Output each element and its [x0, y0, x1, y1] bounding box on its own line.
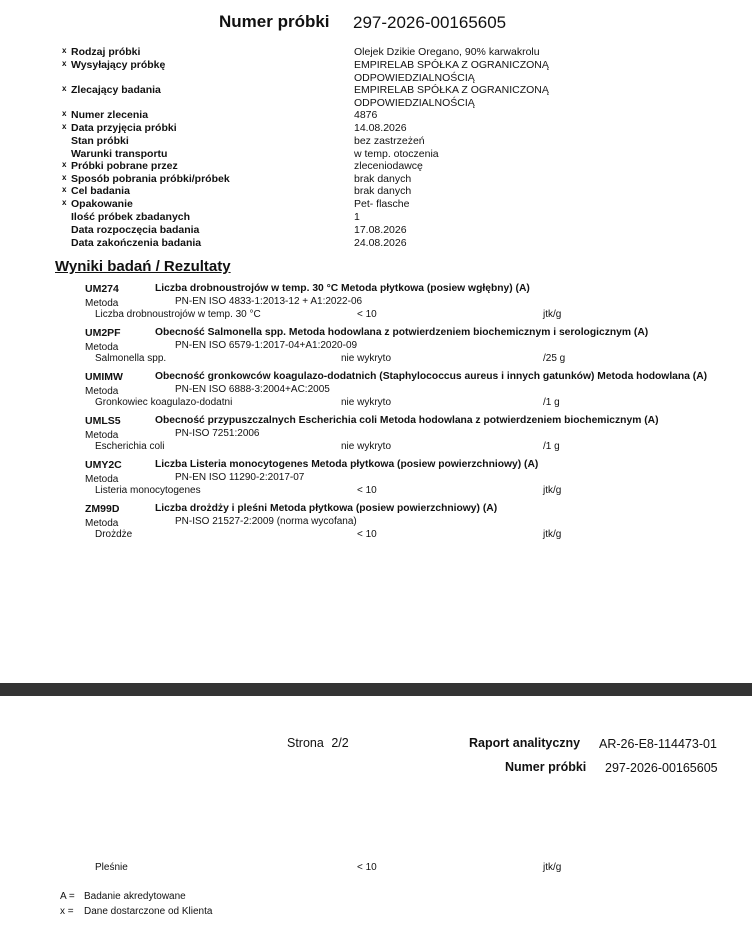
- test-code: UMLS5: [85, 415, 121, 427]
- info-label: Data przyjęcia próbki: [71, 121, 177, 134]
- info-label: Próbki pobrane przez: [71, 160, 178, 172]
- legend-text-accredited: Badanie akredytowane: [84, 891, 186, 902]
- info-value: 1: [354, 211, 360, 223]
- method-label: Metoda: [85, 298, 119, 309]
- test-code: UM2PF: [85, 327, 121, 339]
- report-label: Raport analityczny: [469, 736, 581, 750]
- client-data-mark: x: [62, 46, 67, 55]
- info-label: Wysyłający próbkę: [71, 59, 166, 71]
- info-value: brak danych: [354, 185, 412, 197]
- info-value: EMPIRELAB SPÓŁKA Z OGRANICZONĄ: [354, 84, 549, 96]
- info-value-line2: ODPOWIEDZIALNOŚCIĄ: [354, 96, 475, 109]
- parameter-unit: jtk/g: [543, 862, 562, 873]
- info-label: Stan próbki: [71, 134, 129, 147]
- legend-text-client-data: Dane dostarczone od Klienta: [84, 906, 213, 917]
- parameter-unit: jtk/g: [543, 529, 562, 540]
- test-name: Obecność Salmonella spp. Metoda hodowlana z potwierdzeniem biochemicznym i serologicznym (A): [155, 327, 649, 338]
- sample-number-label: Numer próbki: [219, 12, 330, 31]
- method-standard: PN-ISO 7251:2006: [175, 428, 260, 439]
- test-code: ZM99D: [85, 503, 120, 515]
- page-value: 2/2: [331, 736, 349, 750]
- parameter-result: < 10: [357, 529, 377, 540]
- test-code: UM274: [85, 283, 119, 295]
- method-label: Metoda: [85, 342, 119, 353]
- parameter-name: Drożdże: [95, 529, 133, 540]
- parameter-unit: /1 g: [543, 397, 560, 408]
- client-data-mark: x: [62, 109, 67, 118]
- info-value: EMPIRELAB SPÓŁKA Z OGRANICZONĄ: [354, 59, 549, 71]
- client-data-mark: x: [62, 172, 67, 182]
- info-value: bez zastrzeżeń: [354, 134, 425, 147]
- method-standard: PN-EN ISO 4833-1:2013-12 + A1:2022-06: [175, 296, 363, 307]
- parameter-unit: jtk/g: [543, 485, 562, 496]
- report-number: AR-26-E8-114473-01: [599, 737, 717, 751]
- parameter-result: nie wykryto: [341, 441, 392, 452]
- info-value: 17.08.2026: [354, 224, 407, 236]
- sample-number-value: 297-2026-00165605: [353, 13, 507, 32]
- parameter-result: < 10: [357, 862, 377, 873]
- legend-key-client-data: x =: [60, 906, 74, 917]
- info-value: 4876: [354, 109, 378, 121]
- parameter-unit: /1 g: [543, 441, 560, 452]
- parameter-name: Liczba drobnoustrojów w temp. 30 °C: [95, 309, 261, 320]
- test-name: Obecność przypuszczalnych Escherichia coli Metoda hodowlana z potwierdzeniem biochemicznym (A): [155, 415, 659, 426]
- method-standard: PN-ISO 21527-2:2009 (norma wycofana): [175, 516, 357, 527]
- info-value: 14.08.2026: [354, 121, 407, 134]
- info-value: brak danych: [354, 172, 412, 185]
- results-section-title: Wyniki badań / Rezultaty: [55, 258, 231, 275]
- info-label: Sposób pobrania próbki/próbek: [71, 172, 230, 185]
- info-label: Data rozpoczęcia badania: [71, 224, 200, 236]
- parameter-unit: jtk/g: [543, 309, 562, 320]
- parameter-result: nie wykryto: [341, 353, 392, 364]
- info-label: Zlecający badania: [71, 84, 161, 96]
- method-label: Metoda: [85, 474, 119, 485]
- info-label: Opakowanie: [71, 198, 133, 210]
- info-value: 24.08.2026: [354, 236, 407, 249]
- info-value-line2: ODPOWIEDZIALNOŚCIĄ: [354, 71, 475, 84]
- test-code: UMIMW: [85, 371, 123, 383]
- footer-sample-number: 297-2026-00165605: [605, 761, 718, 775]
- client-data-mark: x: [62, 198, 67, 207]
- info-label: Warunki transportu: [71, 147, 168, 160]
- method-standard: PN-EN ISO 11290-2:2017-07: [175, 472, 305, 483]
- test-name: Liczba drożdży i pleśni Metoda płytkowa (posiew powierzchniowy) (A): [155, 503, 498, 514]
- info-label: Rodzaj próbki: [71, 46, 141, 58]
- parameter-result: < 10: [357, 485, 377, 496]
- client-data-mark: x: [62, 84, 67, 93]
- parameter-name: Gronkowiec koagulazo-dodatni: [95, 397, 233, 408]
- test-name: Liczba Listeria monocytogenes Metoda płytkowa (posiew powierzchniowy) (A): [155, 459, 539, 470]
- test-code: UMY2C: [85, 459, 122, 471]
- page-indicator: [287, 736, 349, 750]
- parameter-result: < 10: [357, 309, 377, 320]
- method-label: Metoda: [85, 430, 119, 441]
- page-break-divider: [0, 683, 752, 696]
- client-data-mark: x: [62, 160, 67, 169]
- legend-key-accredited: A =: [60, 891, 75, 902]
- parameter-name: Escherichia coli: [95, 441, 165, 452]
- test-name: Obecność gronkowców koagulazo-dodatnich (Staphylococcus aureus i innych gatunków) Metoda hodowlana (A): [155, 371, 708, 382]
- method-label: Metoda: [85, 518, 119, 529]
- info-label: Ilość próbek zbadanych: [71, 211, 191, 223]
- client-data-mark: x: [62, 185, 67, 194]
- parameter-name: Listeria monocytogenes: [95, 485, 201, 496]
- method-standard: PN-EN ISO 6888-3:2004+AC:2005: [175, 384, 330, 395]
- footer-sample-label: Numer próbki: [505, 760, 587, 774]
- test-name: Liczba drobnoustrojów w temp. 30 °C Metoda płytkowa (posiew wgłębny) (A): [155, 283, 530, 294]
- page-label: Strona: [287, 736, 324, 750]
- parameter-name: Pleśnie: [95, 862, 128, 873]
- info-value: zleceniodawcę: [354, 160, 423, 172]
- info-label: Numer zlecenia: [71, 109, 149, 121]
- info-label: Cel badania: [71, 185, 130, 197]
- client-data-mark: x: [62, 59, 67, 68]
- info-value: w temp. otoczenia: [354, 147, 439, 160]
- client-data-mark: x: [62, 121, 67, 131]
- method-standard: PN-EN ISO 6579-1:2017-04+A1:2020-09: [175, 340, 358, 351]
- info-label: Data zakończenia badania: [71, 236, 202, 249]
- parameter-result: nie wykryto: [341, 397, 392, 408]
- parameter-name: Salmonella spp.: [95, 353, 167, 364]
- info-value: Olejek Dzikie Oregano, 90% karwakrolu: [354, 46, 540, 58]
- method-label: Metoda: [85, 386, 119, 397]
- info-value: Pet- flasche: [354, 198, 410, 210]
- parameter-unit: /25 g: [543, 353, 566, 364]
